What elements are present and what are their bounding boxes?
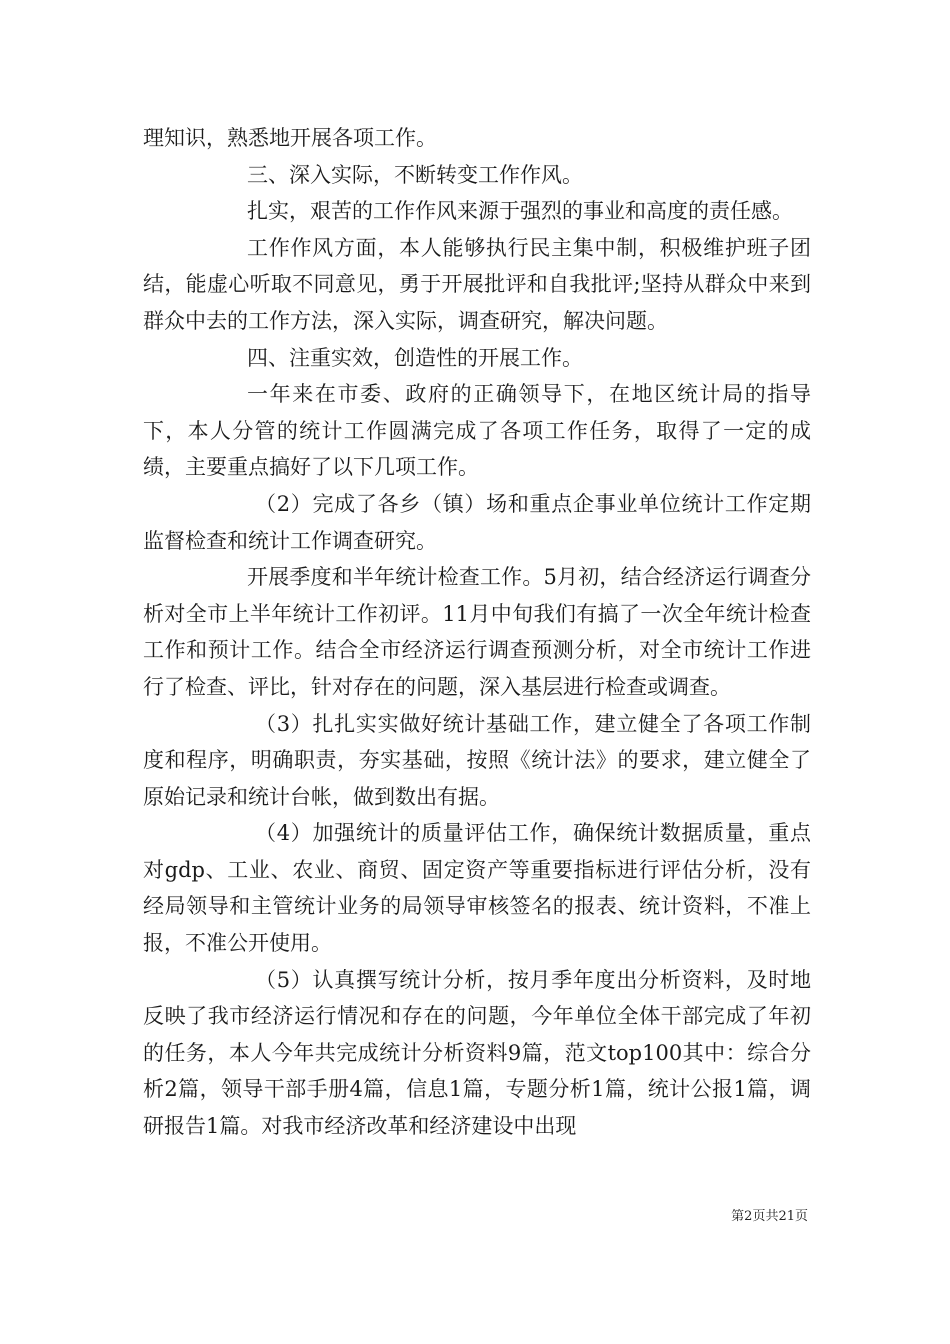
paragraph-4: 工作作风方面，本人能够执行民主集中制，积极维护班子团结，能虚心听取不同意见，勇于开展批评和自我批评;坚持从群众中来到群众中去的工作方法，深入实际，调查研究，解决问题。 <box>143 235 811 333</box>
page-number-footer: 第2页共21页 <box>731 1209 808 1224</box>
paragraph-item-4: （4）加强统计的质量评估工作，确保统计数据质量，重点对gdp、工业、农业、商贸、固定资产等重要指标进行评估分析，没有经局领导和主管统计业务的局领导审核签名的报表、统计资料，不准上报，不准公开使用。 <box>143 821 811 956</box>
heading-section-4: 四、注重实效，创造性的开展工作。 <box>247 345 583 370</box>
paragraph-item-5: （5）认真撰写统计分析，按月季年度出分析资料，及时地反映了我市经济运行情况和存在的问题，今年单位全体干部完成了年初的任务，本人今年共完成统计分析资料9篇，范文top100其中：综合分析2篇，领导干部手册4篇，信息1篇，专题分析1篇，统计公报1篇，调研报告1篇。对我市经济改革和经济建设中出现 <box>143 967 811 1139</box>
paragraph-8: 开展季度和半年统计检查工作。5月初，结合经济运行调查分析对全市上半年统计工作初评。11月中旬我们有搞了一次全年统计检查工作和预计工作。结合全市经济运行调查预测分析，对全市统计工作进行了检查、评比，针对存在的问题，深入基层进行检查或调查。 <box>143 565 811 699</box>
paragraph-item-2: （2）完成了各乡（镇）场和重点企事业单位统计工作定期监督检查和统计工作调查研究。 <box>143 491 811 553</box>
paragraph-item-3: （3）扎扎实实做好统计基础工作，建立健全了各项工作制度和程序，明确职责，夯实基础，按照《统计法》的要求，建立健全了原始记录和统计台帐，做到数出有据。 <box>143 711 811 809</box>
paragraph-6: 一年来在市委、政府的正确领导下，在地区统计局的指导下，本人分管的统计工作圆满完成了各项工作任务，取得了一定的成绩，主要重点搞好了以下几项工作。 <box>143 382 811 480</box>
document-body <box>143 120 811 1145</box>
paragraph-1: 理知识，熟悉地开展各项工作。 <box>143 126 437 150</box>
paragraph-3: 扎实，艰苦的工作作风来源于强烈的事业和高度的责任感。 <box>247 199 793 224</box>
heading-section-3: 三、深入实际，不断转变工作作风。 <box>247 162 583 187</box>
